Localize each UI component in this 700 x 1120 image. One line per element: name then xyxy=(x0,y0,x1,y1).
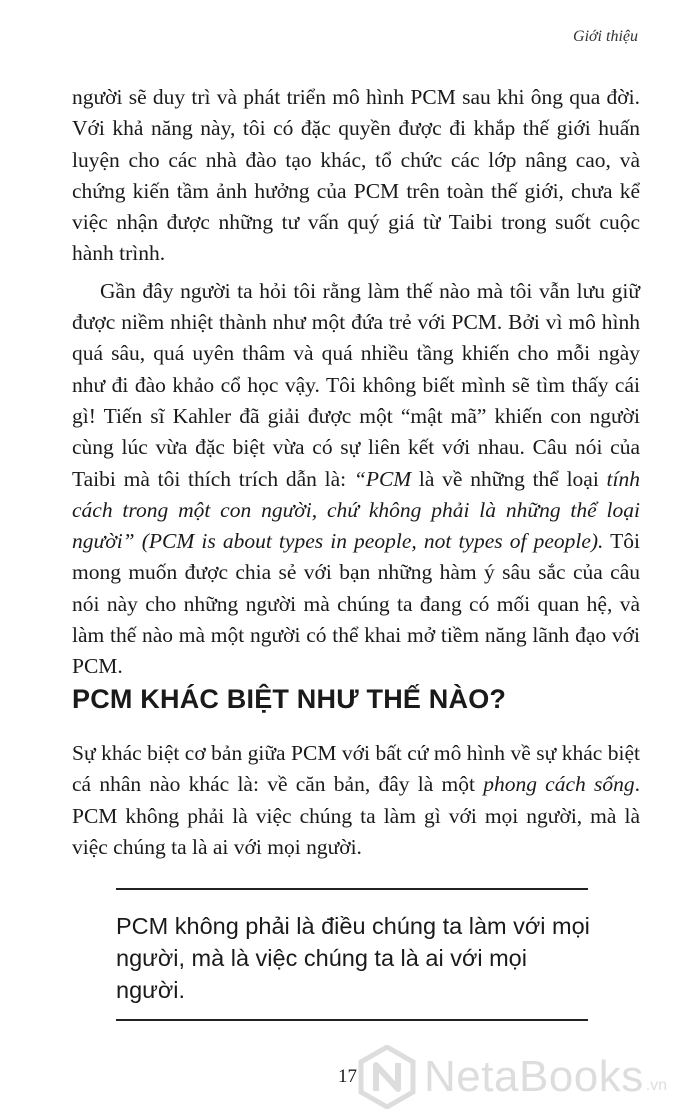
paragraph-2-text-2: là về những thể loại xyxy=(411,466,607,491)
pullquote-top-rule xyxy=(116,888,588,890)
quote-italic-1: “PCM xyxy=(353,466,412,491)
pullquote: PCM không phải là điều chúng ta làm với mọi người, mà là việc chúng ta là ai với mọi người. xyxy=(116,913,590,1003)
watermark-suffix: .vn xyxy=(645,1077,668,1094)
paragraph-1: người sẽ duy trì và phát triển mô hình PCM sau khi ông qua đời. Với khả năng này, tôi có đặc quyền được đi khắp thế giới huấn luyện cho các nhà đào tạo khác, tổ chức các lớp nâng cao, và chứng kiến tầm ảnh hưởng của PCM trên toàn thế giới, chưa kể việc nhận được những tư vấn quý giá từ Taibi trong suốt cuộc hành trình. xyxy=(72,85,640,266)
paragraph-3-text-2: . PCM không phải là việc chúng ta làm gì với mọi người, mà là việc chúng ta là ai với mọi người. xyxy=(72,772,640,859)
phong-cach-song: phong cách sống xyxy=(483,772,635,797)
section-heading: PCM KHÁC BIỆT NHƯ THẾ NÀO? xyxy=(72,684,507,714)
watermark-text: NetaBooks xyxy=(424,1052,644,1101)
running-header: Giới thiệu xyxy=(573,28,638,45)
netabooks-watermark xyxy=(358,1045,667,1109)
pullquote-bottom-rule xyxy=(116,1019,588,1021)
quote-italic-2: tính cách trong một con người, chứ không phải là những thể loại người” (PCM is about types in people, not types of people). xyxy=(72,466,640,554)
page-number: 17 xyxy=(338,1066,357,1087)
body-text xyxy=(72,82,640,683)
paragraph-3-text: Sự khác biệt cơ bản giữa PCM với bất cứ mô hình về sự khác biệt cá nhân nào khác là: về căn bản, đây là một xyxy=(72,741,640,797)
netabooks-logo-icon xyxy=(358,1045,416,1109)
paragraph-2-text: Gần đây người ta hỏi tôi rằng làm thế nào mà tôi vẫn lưu giữ được niềm nhiệt thành như một đứa trẻ với PCM. Bởi vì mô hình quá sâu, quá uyên thâm và quá nhiều tầng khiến cho mỗi ngày như đi đào khảo cổ học vậy. Tôi không biết mình sẽ tìm thấy cái gì! Tiến sĩ Kahler đã giải được một “mật mã” khiến con người cùng lúc vừa đặc biệt vừa có sự liên kết với nhau. Câu nói của Taibi mà tôi thích trích dẫn là: xyxy=(72,278,640,491)
paragraph-2 xyxy=(72,276,640,683)
paragraph-3 xyxy=(72,738,640,863)
section-body xyxy=(72,738,640,863)
paragraph-2-text-3: Tôi mong muốn được chia sẻ với bạn những hàm ý sâu sắc của câu nói này cho những người mà chúng ta đang có mối quan hệ, và làm thế nào mà một người có thể khai mở tiềm năng lãnh đạo với PCM. xyxy=(72,529,641,679)
